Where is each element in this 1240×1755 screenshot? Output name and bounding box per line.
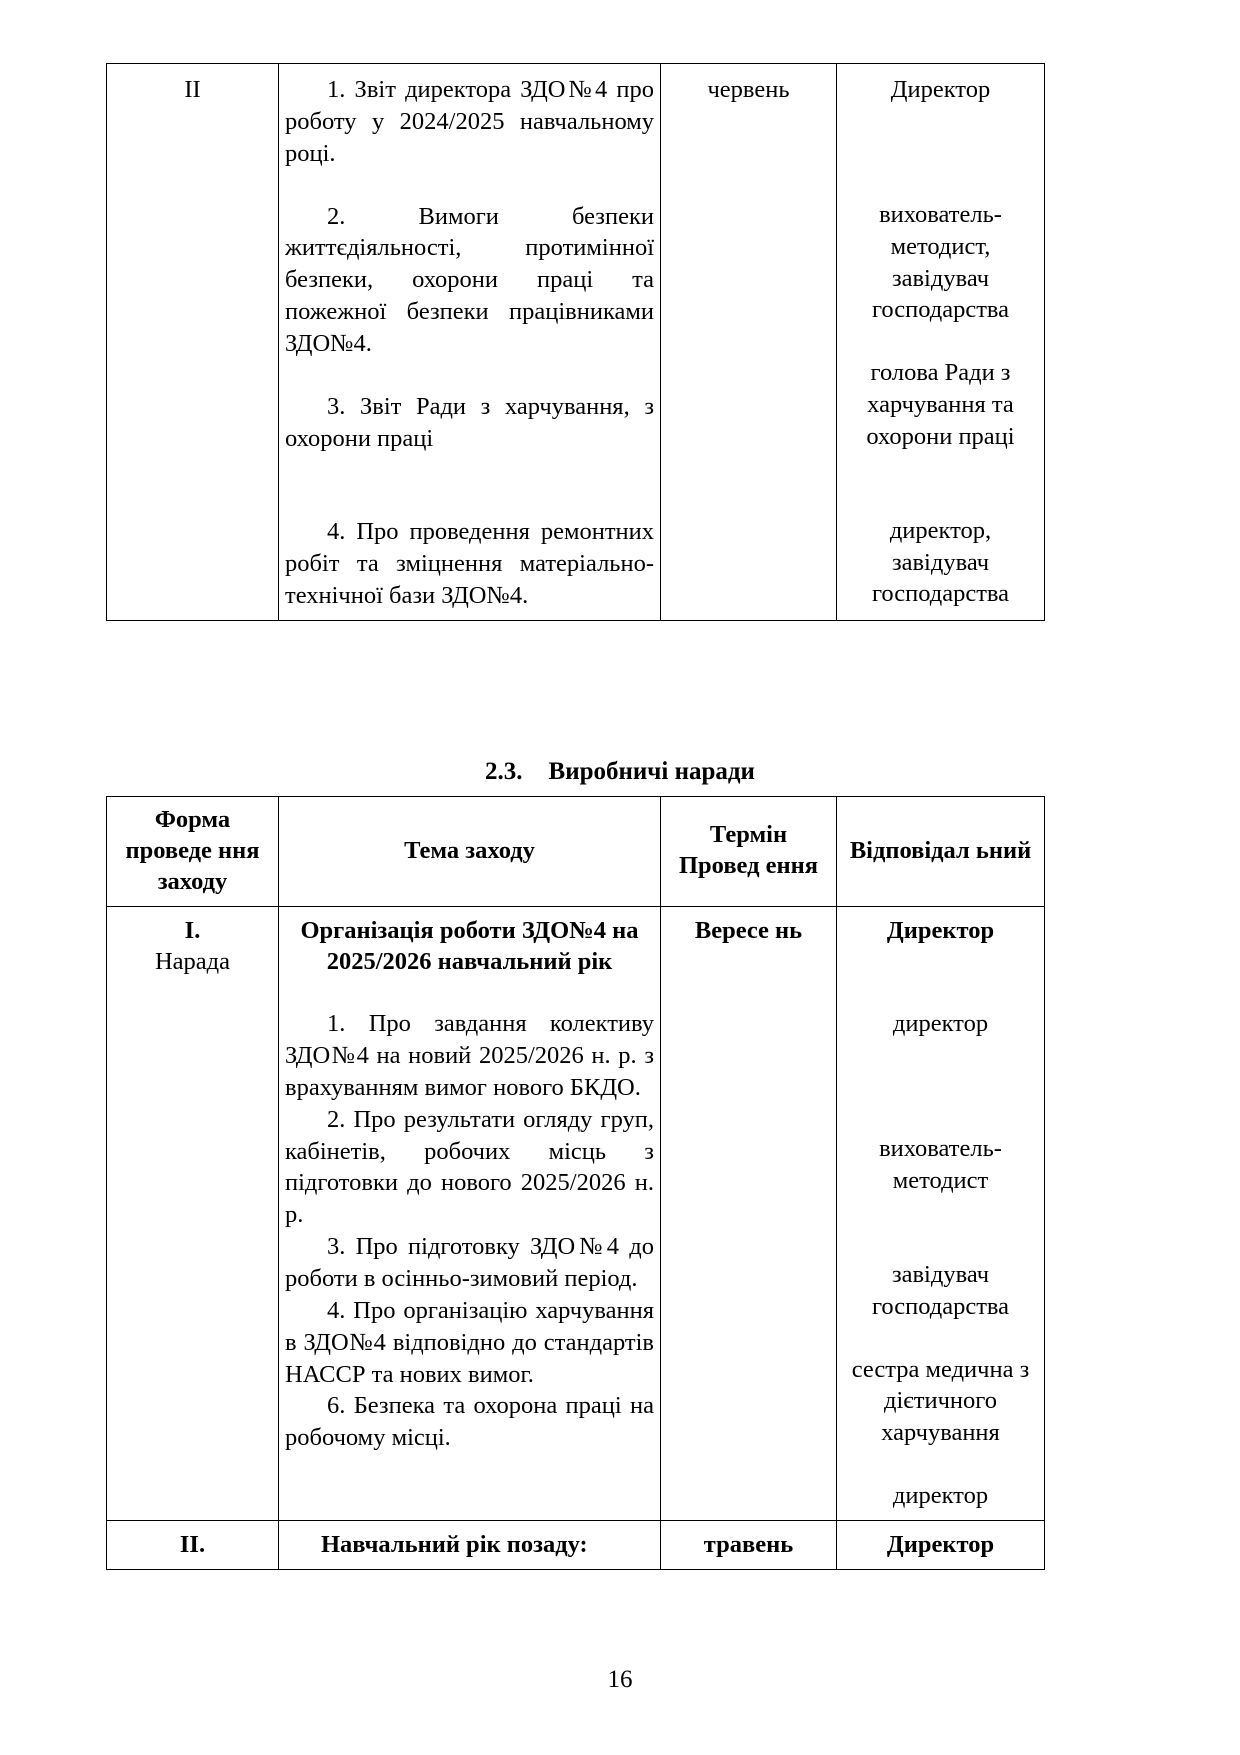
topic-title: Навчальний рік позаду: bbox=[321, 1531, 588, 1559]
spacer bbox=[843, 1449, 1038, 1480]
header-topic: Тема заходу bbox=[279, 797, 661, 907]
cell-term bbox=[661, 1521, 837, 1570]
spacer bbox=[843, 484, 1038, 515]
spacer bbox=[843, 1040, 1038, 1071]
agenda-item-4: 4. Про організацію харчування в ЗДО№4 відповідно до стандартів НАССР та нових вимог. bbox=[285, 1296, 654, 1388]
responsible-2: вихователь-методист, завідувач господарства bbox=[871, 200, 1010, 324]
agenda-item-5: 6. Безпека та охорона праці на робочому місці. bbox=[285, 1392, 654, 1452]
topic-item-2: 2. Вимоги безпеки життєдіяльності, протимінної безпеки, охорони праці та пожежної безпеки працівниками ЗДО№4. bbox=[285, 202, 654, 357]
production-meetings-table bbox=[106, 796, 1045, 1570]
section-heading bbox=[0, 758, 1240, 786]
spacer bbox=[285, 454, 654, 485]
cell-form bbox=[107, 1521, 279, 1570]
responsible-6: директор bbox=[892, 1482, 989, 1510]
term-label: червень bbox=[707, 76, 790, 103]
spacer bbox=[285, 485, 654, 516]
cell-term bbox=[661, 906, 837, 1520]
agenda-item-2: 2. Про результати огляду груп, кабінетів, робочих місць з підготовки до нового 2025/2026 н. р. bbox=[285, 1105, 654, 1229]
responsible-1: Директор bbox=[886, 916, 995, 944]
spacer bbox=[843, 977, 1038, 1008]
cell-form bbox=[107, 64, 279, 621]
form-kind: Нарада bbox=[154, 948, 231, 976]
topic-item-1: 1. Звіт директора ЗДО№4 про роботу у 2024/2025 навчальному році. bbox=[285, 76, 654, 167]
annual-plan-table-continued bbox=[106, 63, 1045, 621]
cell-responsible bbox=[837, 1521, 1045, 1570]
spacer bbox=[843, 137, 1038, 168]
spacer bbox=[843, 1102, 1038, 1133]
cell-term bbox=[661, 64, 837, 621]
table-row bbox=[107, 906, 1045, 1520]
term-label: травень bbox=[703, 1531, 794, 1559]
responsible-3: голова Ради з харчування та охорони праці bbox=[866, 359, 1015, 450]
header-term: Термін Провед ення bbox=[661, 797, 837, 907]
spacer bbox=[843, 168, 1038, 199]
spacer bbox=[843, 106, 1038, 137]
responsible-1: Директор bbox=[890, 76, 991, 103]
spacer bbox=[285, 170, 654, 201]
table-row bbox=[107, 1521, 1045, 1570]
agenda-item-1: 1. Про завдання колективу ЗДО№4 на новий 2025/2026 н. р. з врахуванням вимог нового БКДО. bbox=[285, 1010, 654, 1101]
section-title: Виробничі наради bbox=[548, 758, 755, 785]
cell-responsible bbox=[837, 64, 1045, 621]
responsible-label: Директор bbox=[886, 1531, 995, 1559]
topic-item-4: 4. Про проведення ремонтних робіт та зміцнення матеріально-технічної бази ЗДО№4. bbox=[285, 518, 654, 610]
spacer bbox=[843, 453, 1038, 484]
spacer bbox=[843, 1071, 1038, 1102]
cell-topic bbox=[279, 1521, 661, 1570]
cell-form bbox=[107, 906, 279, 1520]
responsible-2: директор bbox=[892, 1010, 989, 1038]
topic-title: Організація роботи ЗДО№4 на 2025/2026 навчальний рік bbox=[300, 916, 639, 976]
spacer bbox=[285, 360, 654, 391]
form-label: II bbox=[184, 76, 201, 103]
cell-topic bbox=[279, 906, 661, 1520]
table-header-row bbox=[107, 797, 1045, 907]
cell-responsible bbox=[837, 906, 1045, 1520]
spacer bbox=[843, 1228, 1038, 1259]
cell-topics bbox=[279, 64, 661, 621]
section-number: 2.3. bbox=[485, 758, 523, 785]
spacer bbox=[843, 1323, 1038, 1354]
page-number: 16 bbox=[607, 1666, 633, 1693]
agenda-item-3: 3. Про підготовку ЗДО№4 до роботи в осінньо-зимовий період. bbox=[285, 1233, 654, 1293]
term-label: Вересе нь bbox=[694, 916, 803, 944]
responsible-3: вихователь-методист bbox=[879, 1135, 1002, 1195]
spacer bbox=[843, 326, 1038, 357]
header-responsible: Відповідал ьний bbox=[837, 797, 1045, 907]
table-row bbox=[107, 64, 1045, 621]
responsible-4: завідувач господарства bbox=[871, 1260, 1010, 1320]
agenda-list bbox=[285, 1008, 654, 1454]
form-roman: I. bbox=[184, 916, 201, 944]
spacer bbox=[843, 1197, 1038, 1228]
header-form: Форма проведе ння заходу bbox=[107, 797, 279, 907]
topic-item-3: 3. Звіт Ради з харчування, з охорони праці bbox=[285, 392, 654, 452]
responsible-4: директор, завідувач господарства bbox=[871, 516, 1010, 608]
form-roman: II. bbox=[179, 1531, 206, 1559]
responsible-5: сестра медична з дієтичного харчування bbox=[851, 1355, 1030, 1447]
spacer bbox=[843, 946, 1038, 977]
